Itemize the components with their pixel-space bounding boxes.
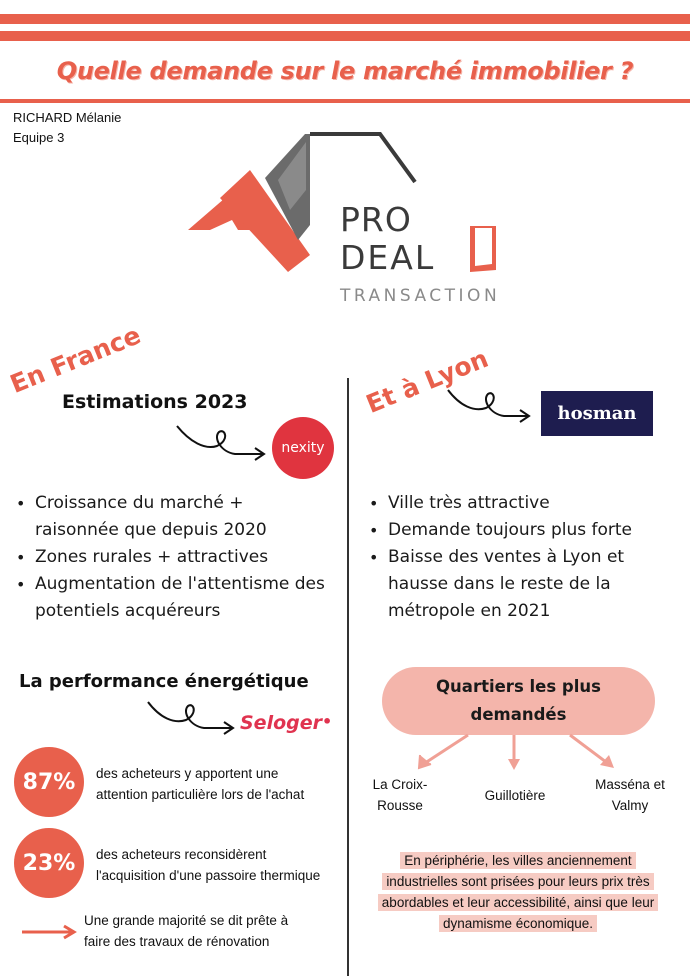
district-massena-valmy: Masséna et Valmy xyxy=(595,777,665,813)
list-item: • Baisse des ventes à Lyon et xyxy=(367,544,682,571)
curly-arrow-icon xyxy=(175,422,270,464)
stat-circle: 87% xyxy=(14,747,84,817)
energy-heading: La performance énergétique xyxy=(19,671,309,692)
author-block xyxy=(13,108,121,148)
arrow-right-icon xyxy=(20,924,78,940)
top-stripe-2 xyxy=(0,31,690,41)
stat-description: des acheteurs reconsidèrent l'acquisition d'une passoire thermique xyxy=(96,847,321,883)
france-heading: En France xyxy=(6,320,145,399)
list-item: • Ville très attractive xyxy=(367,490,682,517)
district-arrows xyxy=(410,733,620,773)
list-item: • Croissance du marché + xyxy=(14,490,339,517)
list-item-continuation: hausse dans le reste de la xyxy=(388,574,611,594)
districts-heading-line1: Quartiers les plus xyxy=(436,677,601,696)
stat-circle: 23% xyxy=(14,828,84,898)
title-underline xyxy=(0,99,690,103)
curly-arrow-icon xyxy=(146,698,238,738)
seloger-logo: Seloger• xyxy=(240,712,333,734)
hosman-logo: hosman xyxy=(541,391,653,436)
district-guillotiere: Guillotière xyxy=(484,788,546,803)
page-title: Quelle demande sur le marché immobilier ? xyxy=(56,57,634,85)
stat-description: des acheteurs y apportent une attention particulière lors de l'achat xyxy=(96,766,305,802)
france-subheading: Estimations 2023 xyxy=(62,391,248,413)
logo-transaction: TRANSACTION xyxy=(340,286,501,306)
districts-heading-line2: demandés xyxy=(470,705,567,724)
author-name: RICHARD Mélanie xyxy=(13,110,122,125)
district-croix-rousse: La Croix- Rousse xyxy=(372,777,428,813)
author-team: Equipe 3 xyxy=(13,130,65,145)
list-item: • Zones rurales + attractives xyxy=(14,544,339,571)
lyon-heading: Et à Lyon xyxy=(362,343,493,419)
prodeal-logo xyxy=(180,130,510,315)
districts-heading-pill xyxy=(382,667,655,735)
curly-arrow-icon xyxy=(446,386,534,426)
periphery-note: En périphérie, les villes anciennement industrielles sont prisées pour leurs prix très abordables et leur accessibilité, ainsi que leur dynamisme économique. xyxy=(360,850,676,934)
logo-pro: PRO xyxy=(340,200,412,239)
lyon-bullets xyxy=(367,490,682,625)
list-item: • Augmentation de l'attentisme des xyxy=(14,571,339,598)
logo-deal: DEAL xyxy=(340,238,436,277)
list-item-continuation: potentiels acquéreurs xyxy=(35,601,221,621)
list-item-continuation: métropole en 2021 xyxy=(388,601,551,621)
list-item: • Demande toujours plus forte xyxy=(367,517,682,544)
column-divider xyxy=(347,378,349,976)
nexity-logo: nexity xyxy=(272,417,334,479)
energy-footer: Une grande majorité se dit prête à faire des travaux de rénovation xyxy=(84,913,289,949)
top-stripe-1 xyxy=(0,14,690,24)
list-item-continuation: raisonnée que depuis 2020 xyxy=(35,520,267,540)
france-bullets xyxy=(14,490,339,625)
